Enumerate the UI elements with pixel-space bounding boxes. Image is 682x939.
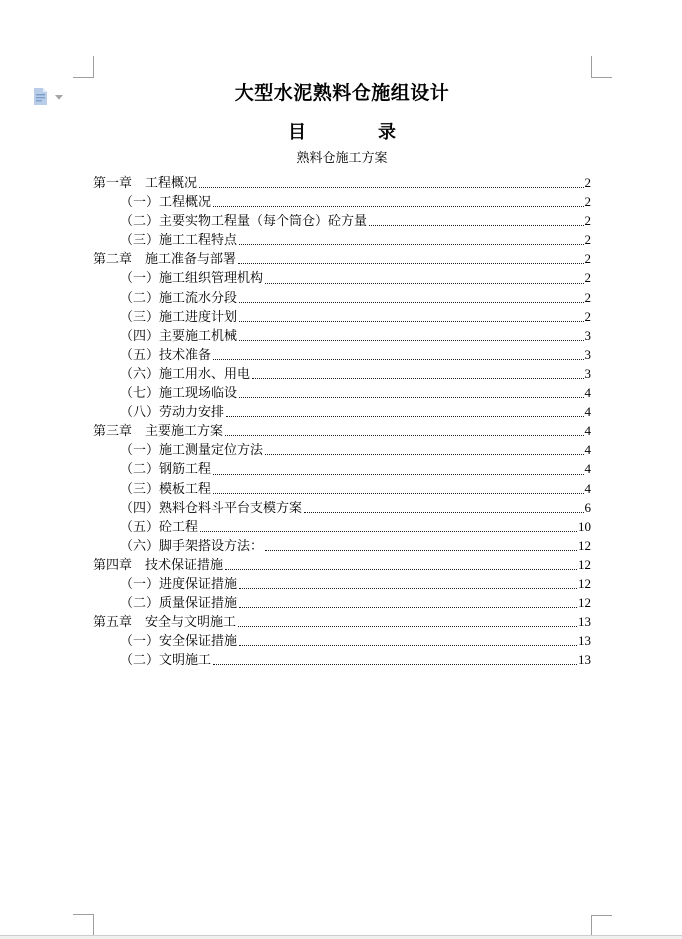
toc-dot-leader	[225, 435, 583, 436]
toc-dot-leader	[239, 340, 583, 341]
toc-page-number: 12	[578, 575, 591, 591]
document-title: 大型水泥熟料仓施组设计	[234, 83, 450, 104]
toc-entry[interactable]	[93, 459, 591, 478]
toc-entry-label: （二）文明施工	[120, 652, 212, 668]
toc-page-number: 13	[578, 633, 591, 649]
toc-entry[interactable]	[93, 268, 591, 287]
toc-dot-leader	[265, 550, 577, 551]
toc-page-number: 3	[584, 346, 591, 362]
toc-page-number: 12	[578, 556, 591, 572]
toc-page-number: 4	[584, 404, 591, 420]
toc-dot-leader	[239, 321, 583, 322]
toc-entry-label: （三）模板工程	[120, 480, 212, 496]
toc-entry[interactable]	[93, 440, 591, 459]
toc-page-number: 2	[584, 289, 591, 305]
toc-entry-label: 第二章 施工准备与部署	[93, 251, 237, 267]
toc-entry-label: （七）施工现场临设	[120, 385, 238, 401]
toc-entry[interactable]	[93, 364, 591, 383]
toc-dot-leader	[304, 512, 583, 513]
toc-entry-label: （四）主要施工机械	[120, 327, 238, 343]
toc-entry[interactable]	[93, 249, 591, 268]
text-area	[93, 77, 591, 669]
toc-entry-label: （三）施工工程特点	[120, 232, 238, 248]
toc-entry-label: （一）进度保证措施	[120, 575, 238, 591]
toc-dot-leader	[213, 206, 583, 207]
toc-heading: 目 录	[288, 122, 396, 142]
toc-page-number: 3	[584, 365, 591, 381]
toc-entry[interactable]	[93, 555, 591, 574]
toc-list	[93, 173, 591, 669]
toc-entry-label: （六）脚手架搭设方法：	[120, 537, 264, 553]
toc-entry-label: 第四章 技术保证措施	[93, 556, 224, 572]
toc-dot-leader	[265, 454, 583, 455]
toc-page-number: 13	[578, 614, 591, 630]
toc-dot-leader	[239, 645, 577, 646]
toc-dot-leader	[369, 225, 583, 226]
toc-page-number: 4	[584, 461, 591, 477]
toc-page-number: 4	[584, 423, 591, 439]
toc-page-number: 4	[584, 480, 591, 496]
toc-page-number: 6	[584, 499, 591, 515]
toc-entry[interactable]	[93, 307, 591, 326]
toc-entry-label: （二）施工流水分段	[120, 289, 238, 305]
toc-entry-label: （一）工程概况	[120, 194, 212, 210]
toc-dot-leader	[200, 531, 577, 532]
crop-mark-top-left	[73, 56, 94, 78]
toc-entry-label: （三）施工进度计划	[120, 308, 238, 324]
toc-entry[interactable]	[93, 383, 591, 402]
toc-entry-label: （五）技术准备	[120, 346, 212, 362]
toc-entry[interactable]	[93, 345, 591, 364]
toc-entry[interactable]	[93, 498, 591, 517]
toc-dot-leader	[252, 378, 583, 379]
toc-entry[interactable]	[93, 173, 591, 192]
toc-entry[interactable]	[93, 326, 591, 345]
toc-dot-leader	[226, 416, 583, 417]
toc-dot-leader	[265, 283, 583, 284]
toc-dot-leader	[239, 302, 583, 303]
toc-entry-label: （二）主要实物工程量（每个筒仓）砼方量	[120, 213, 368, 229]
toc-entry[interactable]	[93, 631, 591, 650]
crop-mark-top-right	[591, 56, 612, 78]
toc-dot-leader	[239, 588, 577, 589]
toc-page-number: 3	[584, 327, 591, 343]
chevron-down-icon[interactable]	[55, 95, 63, 100]
crop-mark-bottom-left	[73, 914, 94, 936]
toc-dot-leader	[213, 493, 583, 494]
toc-entry-label: （二）钢筋工程	[120, 461, 212, 477]
toc-dot-leader	[213, 359, 583, 360]
toc-page-number: 12	[578, 595, 591, 611]
toc-page-number: 2	[584, 194, 591, 210]
toc-entry[interactable]	[93, 230, 591, 249]
toc-entry-label: （八）劳动力安排	[120, 404, 225, 420]
toc-dot-leader	[239, 244, 583, 245]
toc-page-number: 4	[584, 442, 591, 458]
toc-entry[interactable]	[93, 192, 591, 211]
toc-entry-label: 第一章 工程概况	[93, 175, 198, 190]
toc-entry[interactable]	[93, 593, 591, 612]
toc-entry-label: （一）施工测量定位方法	[120, 442, 264, 458]
toc-page-number: 2	[584, 251, 591, 267]
toc-entry[interactable]	[93, 402, 591, 421]
page-bottom-edge	[0, 935, 682, 939]
toc-entry[interactable]	[93, 612, 591, 631]
toc-entry-label: （四）熟料仓料斗平台支模方案	[120, 499, 303, 515]
toc-dot-leader	[238, 626, 577, 627]
toc-document-icon	[33, 88, 48, 105]
toc-page-number: 2	[584, 175, 591, 190]
toc-dot-leader	[225, 569, 577, 570]
toc-entry-label: （二）质量保证措施	[120, 595, 238, 611]
toc-page-number: 2	[584, 270, 591, 286]
toc-entry[interactable]	[93, 536, 591, 555]
toc-entry[interactable]	[93, 288, 591, 307]
toc-entry-label: （六）施工用水、用电	[120, 365, 251, 381]
toc-entry-label: 第三章 主要施工方案	[93, 423, 224, 439]
toc-entry[interactable]	[93, 211, 591, 230]
toc-dot-leader	[213, 664, 577, 665]
toc-page-number: 2	[584, 232, 591, 248]
toc-page-number: 13	[578, 652, 591, 668]
toc-page-number: 2	[584, 308, 591, 324]
toc-page-number: 4	[584, 385, 591, 401]
toc-dot-leader	[238, 263, 583, 264]
toc-page-number: 12	[578, 537, 591, 553]
toc-entry[interactable]	[93, 650, 591, 669]
toc-subtitle: 熟料仓施工方案	[296, 150, 388, 165]
toc-entry-label: （五）砼工程	[120, 518, 199, 534]
toc-content-control[interactable]	[33, 88, 63, 105]
toc-entry-label: （一）安全保证措施	[120, 633, 238, 649]
toc-dot-leader	[239, 607, 577, 608]
crop-mark-bottom-right	[591, 915, 612, 937]
toc-dot-leader	[199, 187, 583, 188]
toc-page-number: 2	[584, 213, 591, 229]
toc-dot-leader	[213, 474, 583, 475]
toc-entry[interactable]	[93, 479, 591, 498]
toc-entry-label: （一）施工组织管理机构	[120, 270, 264, 286]
toc-entry[interactable]	[93, 421, 591, 440]
toc-entry[interactable]	[93, 574, 591, 593]
toc-dot-leader	[239, 397, 583, 398]
toc-entry-label: 第五章 安全与文明施工	[93, 614, 237, 630]
toc-entry[interactable]	[93, 517, 591, 536]
toc-page-number: 10	[578, 518, 591, 534]
